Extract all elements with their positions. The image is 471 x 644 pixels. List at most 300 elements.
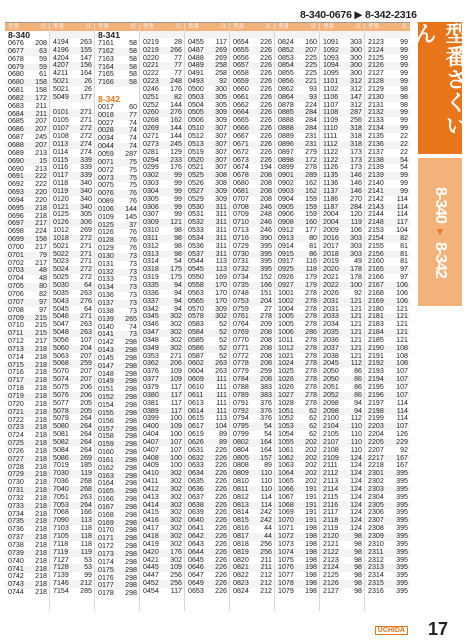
page-ref: 221 xyxy=(305,77,317,86)
page-ref: 226 xyxy=(215,484,227,493)
page-ref: 287 xyxy=(125,149,137,158)
model-number: 2204 xyxy=(368,430,384,439)
model-number: 0172 xyxy=(98,542,114,551)
model-number: 5074 xyxy=(53,375,69,384)
model-number: 0578 xyxy=(188,312,204,321)
page-ref: 157 xyxy=(260,453,272,462)
model-number: 5079 xyxy=(53,414,69,423)
page-ref: 309 xyxy=(215,194,227,203)
page-ref: 144 xyxy=(125,204,137,213)
page-ref: 99 xyxy=(400,171,408,180)
model-number: 2119 xyxy=(323,524,339,533)
model-number: 0159 xyxy=(98,440,114,449)
sidebar-range-from: 8-340 xyxy=(432,186,449,223)
page-ref: 144 xyxy=(170,100,182,109)
page-ref: 278 xyxy=(305,312,317,321)
page-ref: 395 xyxy=(396,586,408,595)
page-ref: 271 xyxy=(80,241,92,250)
model-number: 5021 xyxy=(53,77,69,86)
page-ref: 258 xyxy=(215,69,227,78)
model-number: 2033 xyxy=(323,312,339,321)
model-number: 5075 xyxy=(53,382,69,391)
model-number: 2192 xyxy=(368,359,384,368)
model-number: 2098 xyxy=(323,398,339,407)
page-ref: 208 xyxy=(260,194,272,203)
model-number: 0294 xyxy=(143,155,159,164)
model-number: 5063 xyxy=(53,351,69,360)
model-number: 0156 xyxy=(98,416,114,425)
page-ref: 226 xyxy=(260,69,272,78)
page-ref: 111 xyxy=(216,382,227,391)
page-ref: 311 xyxy=(215,218,227,227)
model-number: 1024 xyxy=(278,359,294,368)
model-number: 0791 xyxy=(233,398,249,407)
page-ref: 226 xyxy=(260,84,272,93)
page-ref: 146 xyxy=(350,171,362,180)
model-number: 0792 xyxy=(233,406,249,415)
model-number: 0148 xyxy=(98,369,114,378)
model-number: 2136 xyxy=(368,139,384,148)
model-number: 0778 xyxy=(233,359,249,368)
page-ref: 81 xyxy=(400,257,408,266)
model-number: 2009 xyxy=(323,226,339,235)
page-ref: 274 xyxy=(80,139,92,148)
model-number: 2018 xyxy=(323,249,339,258)
model-number: 0692 xyxy=(8,180,24,189)
model-number: 0166 xyxy=(98,495,114,504)
page-ref: 111 xyxy=(216,398,227,407)
page-ref: 76 xyxy=(129,197,137,206)
page-ref: 73 xyxy=(129,251,137,260)
model-number: 0583 xyxy=(188,320,204,329)
page-ref: 340 xyxy=(80,186,92,195)
page-ref: 117 xyxy=(396,218,408,227)
model-number: 0639 xyxy=(188,508,204,517)
page-ref: 99 xyxy=(400,108,408,117)
model-number: 0147 xyxy=(98,361,114,370)
model-number: 2313 xyxy=(368,563,384,572)
page-ref: 218 xyxy=(35,454,47,463)
model-number: 1026 xyxy=(278,375,294,384)
model-number: 2314 xyxy=(368,571,384,580)
model-number: 1187 xyxy=(323,202,339,211)
model-number: 0688 xyxy=(8,140,24,149)
model-number: 5086 xyxy=(53,453,69,462)
page-ref: 74 xyxy=(129,134,137,143)
page-ref: 162 xyxy=(305,186,317,195)
page-ref: 298 xyxy=(125,534,137,543)
model-number: 0409 xyxy=(143,461,159,470)
model-number: 0565 xyxy=(188,296,204,305)
model-number: 0119 xyxy=(53,186,69,195)
model-number: 1055 xyxy=(278,437,294,446)
model-number: 2133 xyxy=(368,116,384,125)
page-ref: 205 xyxy=(80,398,92,407)
model-number: 1071 xyxy=(278,524,294,533)
model-number: 1062 xyxy=(278,453,294,462)
model-number: 0712 xyxy=(8,337,24,346)
page-ref: 256 xyxy=(170,579,182,588)
page-ref: 89 xyxy=(219,430,227,439)
page-ref: 305 xyxy=(215,92,227,101)
page-ref: 226 xyxy=(215,500,227,509)
page-ref: 98 xyxy=(174,241,182,250)
page-ref: 226 xyxy=(215,492,227,501)
page-ref: 309 xyxy=(215,304,227,313)
model-number: 0813 xyxy=(233,500,249,509)
model-number: 7161 xyxy=(98,39,114,47)
page-ref: 114 xyxy=(260,500,272,509)
model-number: 0160 xyxy=(98,448,114,457)
model-number: 7163 xyxy=(98,54,114,63)
model-number: 7127 xyxy=(53,555,69,564)
page-ref: 15 xyxy=(39,156,47,165)
model-number: 0219 xyxy=(143,37,159,46)
page-ref: 100 xyxy=(170,453,182,462)
page-ref: 74 xyxy=(129,118,137,127)
model-number: 0640 xyxy=(188,516,204,525)
page-ref: 58 xyxy=(129,62,137,71)
model-number: 0706 xyxy=(8,290,24,298)
model-number: 0647 xyxy=(188,571,204,580)
model-number: 0157 xyxy=(98,424,114,433)
model-number: 2036 xyxy=(323,335,339,344)
model-number: 0536 xyxy=(188,241,204,250)
model-number: 7019 xyxy=(53,461,69,470)
page-ref: 340 xyxy=(80,179,92,188)
model-number: 2116 xyxy=(323,500,339,509)
model-number: 0311 xyxy=(143,233,159,242)
page-ref: 218 xyxy=(35,391,47,400)
model-number: 1112 xyxy=(323,139,338,148)
model-number: 0534 xyxy=(188,233,204,242)
page-ref: 395 xyxy=(260,265,272,274)
model-number: 0512 xyxy=(188,131,204,140)
model-number: 0903 xyxy=(278,186,294,195)
page-ref: 124 xyxy=(350,524,362,533)
page-ref: 175 xyxy=(170,265,182,274)
model-number: 0117 xyxy=(53,171,69,180)
page-ref: 98 xyxy=(174,233,182,242)
model-number: 1053 xyxy=(278,422,294,431)
model-number: 0059 xyxy=(98,149,114,158)
page-ref: 118 xyxy=(305,265,317,274)
model-number: 2168 xyxy=(368,288,384,297)
index-column xyxy=(365,23,410,611)
model-number: 4207 xyxy=(53,61,69,70)
page-ref: 269 xyxy=(215,53,227,62)
model-number: 0720 xyxy=(8,399,24,408)
model-number: 7036 xyxy=(53,477,69,486)
model-number: 2180 xyxy=(368,304,384,313)
page-ref: 208 xyxy=(260,328,272,337)
page-ref: 113 xyxy=(215,265,227,274)
model-number: 0714 xyxy=(8,352,24,361)
model-number: 0789 xyxy=(233,390,249,399)
model-number: 2305 xyxy=(368,500,384,509)
page-ref: 118 xyxy=(80,539,92,548)
column-header xyxy=(230,23,274,31)
page-ref: 64 xyxy=(84,304,92,313)
page-ref: 318 xyxy=(350,124,362,133)
model-number: 0905 xyxy=(278,202,294,211)
model-number: 0713 xyxy=(8,344,24,353)
page-ref: 194 xyxy=(260,163,272,172)
model-number: 5025 xyxy=(53,273,69,282)
page-ref: 191 xyxy=(305,508,317,517)
model-number: 0710 xyxy=(233,218,249,227)
page-ref: 114 xyxy=(396,194,408,203)
model-number: 0660 xyxy=(233,84,249,93)
page-ref: 164 xyxy=(260,445,272,454)
page-ref: 207 xyxy=(35,117,47,126)
page-ref: 272 xyxy=(80,233,92,242)
model-number: 2020 xyxy=(323,265,339,274)
page-ref: 64 xyxy=(84,281,92,289)
column-header xyxy=(365,23,410,31)
page-ref: 124 xyxy=(350,500,362,509)
page-ref: 278 xyxy=(305,390,317,399)
model-number: 2316 xyxy=(368,586,384,595)
page-ref: 278 xyxy=(305,288,317,297)
page-ref: 198 xyxy=(305,532,317,540)
model-number: 0504 xyxy=(188,100,204,109)
page-ref: 106 xyxy=(396,296,408,305)
page-ref: 318 xyxy=(350,139,362,148)
model-number: 7164 xyxy=(98,62,114,71)
page-ref: 82 xyxy=(174,92,182,101)
model-number: 0304 xyxy=(143,186,159,195)
page-ref: 22 xyxy=(400,131,408,140)
model-number: 0028 xyxy=(98,126,114,135)
model-number: 0318 xyxy=(143,265,159,274)
model-number: 1108 xyxy=(323,108,339,117)
page-ref: 272 xyxy=(80,265,92,274)
page-ref: 117 xyxy=(170,382,182,391)
page-ref: 218 xyxy=(35,572,47,581)
model-number: 0129 xyxy=(98,244,114,253)
model-number: 0506 xyxy=(188,116,204,125)
page-ref: 226 xyxy=(260,37,272,46)
model-number: 1011 xyxy=(278,335,294,344)
model-number: 0659 xyxy=(233,77,249,86)
page-ref: 284 xyxy=(305,124,317,133)
model-number: 0614 xyxy=(188,406,204,415)
model-number: 0408 xyxy=(143,453,159,462)
page-ref: 119 xyxy=(80,547,92,556)
page-ref: 395 xyxy=(260,257,272,266)
model-number: 2181 xyxy=(368,312,384,321)
page-ref: 263 xyxy=(215,367,227,376)
index-column xyxy=(185,23,230,611)
column-header-page: 頁 xyxy=(220,24,226,30)
model-number: 0658 xyxy=(233,69,249,78)
model-number: 2203 xyxy=(368,422,384,431)
model-number: 0642 xyxy=(188,532,204,540)
page-ref: 311 xyxy=(215,233,227,242)
model-number: 0312 xyxy=(143,241,159,250)
model-number: 0788 xyxy=(233,382,249,391)
page-ref: 59 xyxy=(39,54,47,63)
index-table xyxy=(5,22,410,611)
page-ref: 205 xyxy=(80,406,92,415)
model-number: 2117 xyxy=(323,508,339,517)
model-number: 2134 xyxy=(368,124,384,133)
page-ref: 185 xyxy=(80,461,92,470)
model-number: 0125 xyxy=(53,210,69,219)
model-number: 2217 xyxy=(368,453,384,462)
model-number: 2308 xyxy=(368,524,384,533)
model-number: 0421 xyxy=(143,555,159,564)
page-ref: 309 xyxy=(215,186,227,195)
page-ref: 178 xyxy=(350,265,362,274)
model-number: 0136 xyxy=(98,291,114,300)
page-ref: 302 xyxy=(170,469,182,478)
model-number: 0771 xyxy=(233,343,249,352)
model-number: 0770 xyxy=(233,335,249,344)
page-ref: 164 xyxy=(80,69,92,78)
model-number: 0673 xyxy=(233,155,249,164)
page-ref: 383 xyxy=(260,390,272,399)
model-number: 0377 xyxy=(143,375,159,384)
page-ref: 109 xyxy=(170,563,182,572)
model-number: 0336 xyxy=(143,288,159,297)
page-ref: 302 xyxy=(170,335,182,344)
page-ref: 218 xyxy=(35,446,47,455)
page-ref: 93 xyxy=(309,84,317,93)
model-number: 2114 xyxy=(323,484,339,493)
model-number: 0674 xyxy=(233,163,249,172)
page-ref: 217 xyxy=(35,258,47,267)
page-ref: 298 xyxy=(125,565,137,574)
page-ref: 92 xyxy=(400,445,408,454)
model-number: 0544 xyxy=(188,257,204,266)
model-number: 2132 xyxy=(368,108,384,117)
model-number: 0641 xyxy=(188,524,204,533)
page-ref: 94 xyxy=(174,304,182,313)
page-ref: 298 xyxy=(125,448,137,457)
model-number: 0682 xyxy=(8,93,24,102)
page-ref: 54 xyxy=(264,422,272,431)
page-ref: 246 xyxy=(260,202,272,211)
page-ref: 298 xyxy=(125,471,137,480)
page-ref: 202 xyxy=(305,453,317,462)
page-ref: 58 xyxy=(129,78,137,87)
model-number: 0170 xyxy=(98,526,114,535)
model-number: 0707 xyxy=(233,194,249,203)
page-ref: 62 xyxy=(309,414,317,423)
page-ref: 211 xyxy=(260,555,272,564)
page-ref: 245 xyxy=(170,139,182,148)
model-number: 1069 xyxy=(278,508,294,517)
model-number: 2307 xyxy=(368,516,384,525)
page-ref: 104 xyxy=(215,422,227,431)
page-ref: 298 xyxy=(125,589,137,598)
page-ref: 75 xyxy=(129,181,137,190)
page-ref: 376 xyxy=(260,398,272,407)
page-ref: 395 xyxy=(396,555,408,564)
model-number: 1026 xyxy=(278,382,294,391)
model-number: 0815 xyxy=(233,516,249,525)
model-number: 2309 xyxy=(368,532,384,540)
page-ref: 109 xyxy=(170,367,182,376)
model-number: 0802 xyxy=(233,437,249,446)
model-number: 0704 xyxy=(8,274,24,283)
model-number: 0520 xyxy=(188,155,204,164)
page-ref: 177 xyxy=(80,92,92,101)
model-number: 0309 xyxy=(143,218,159,227)
model-number: 1064 xyxy=(278,469,294,478)
model-number: 0138 xyxy=(98,306,114,315)
page-ref: 286 xyxy=(305,328,317,337)
model-number: 2038 xyxy=(323,351,339,360)
page-ref: 121 xyxy=(396,335,408,344)
page-ref: 73 xyxy=(129,259,137,268)
page-ref: 395 xyxy=(396,492,408,501)
model-number: 0691 xyxy=(8,172,24,181)
page-ref: 298 xyxy=(125,573,137,582)
model-number: 0812 xyxy=(233,492,249,501)
page-ref: 81 xyxy=(400,249,408,258)
model-number: 0690 xyxy=(8,164,24,173)
page-ref: 218 xyxy=(35,501,47,510)
model-number: 2310 xyxy=(368,539,384,548)
model-number: 0912 xyxy=(278,226,294,235)
model-number: 1077 xyxy=(278,571,294,580)
page-ref: 100 xyxy=(170,414,182,423)
model-number: 0165 xyxy=(98,487,114,496)
model-number: 2108 xyxy=(323,445,339,454)
model-number: 2194 xyxy=(368,375,384,384)
page-ref: 309 xyxy=(215,108,227,117)
page-ref: 176 xyxy=(170,547,182,556)
page-ref: 263 xyxy=(80,328,92,337)
model-number: 0399 xyxy=(143,414,159,423)
model-number: 1122 xyxy=(323,155,339,164)
page-ref: 298 xyxy=(125,338,137,347)
page-ref: 218 xyxy=(35,407,47,416)
page-ref: 218 xyxy=(35,211,47,220)
page-ref: 213 xyxy=(35,148,47,157)
page-ref: 207 xyxy=(80,351,92,360)
model-number: 0617 xyxy=(188,422,204,431)
model-number: 2052 xyxy=(323,390,339,399)
page-ref: 206 xyxy=(80,390,92,399)
page-ref: 339 xyxy=(80,171,92,180)
page-ref: 110 xyxy=(260,469,272,478)
page-ref: 208 xyxy=(260,335,272,344)
index-column xyxy=(50,23,95,611)
model-number: 0132 xyxy=(98,267,114,276)
column-header-model: 型番 xyxy=(8,24,20,30)
column-header-model: 型番 xyxy=(98,24,110,30)
model-number: 0818 xyxy=(233,539,249,548)
model-number: 0718 xyxy=(8,384,24,393)
model-number: 0824 xyxy=(233,586,249,595)
page-ref: 311 xyxy=(215,241,227,250)
model-number: 1004 xyxy=(278,304,294,313)
page-ref: 121 xyxy=(350,328,362,337)
page-ref: 121 xyxy=(396,328,408,337)
model-number: 2127 xyxy=(323,586,339,595)
page-ref: 298 xyxy=(125,550,137,558)
model-number: 0416 xyxy=(143,516,159,525)
page-ref: 80 xyxy=(39,282,47,291)
model-number: 0611 xyxy=(188,390,204,399)
page-ref: 289 xyxy=(305,171,317,180)
model-number: 2031 xyxy=(323,304,339,313)
model-number: 2306 xyxy=(368,508,384,517)
